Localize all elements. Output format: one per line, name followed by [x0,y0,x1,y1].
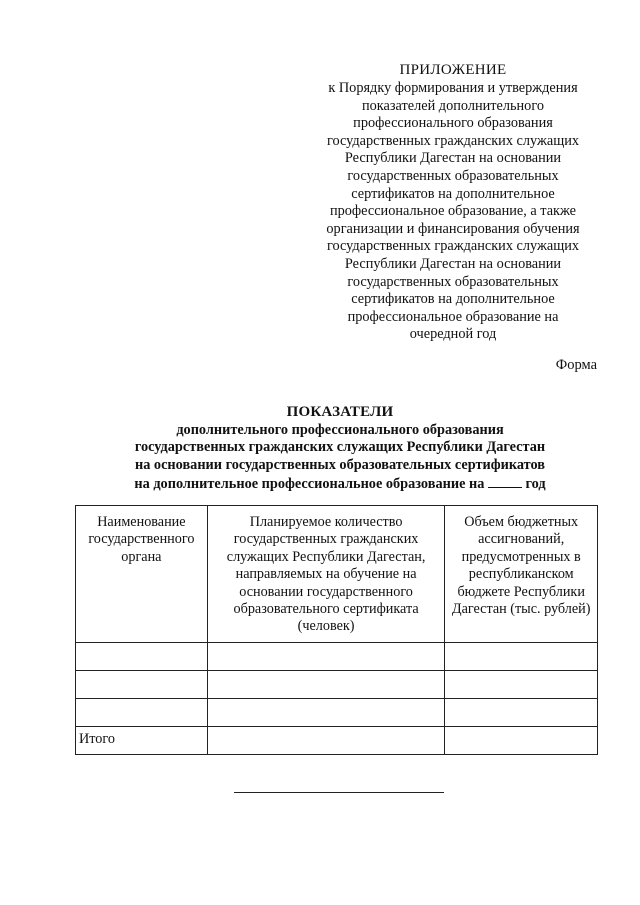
table-row [76,643,598,671]
title-last-suffix: год [525,475,546,492]
table-cell [445,671,598,699]
table-cell [76,671,208,699]
title-line: дополнительного профессионального образования [176,421,504,438]
title-last-line [40,475,640,494]
title-line: на основании государственных образовательных сертификатов [134,457,546,474]
appendix-line: сертификатов на дополнительное [351,185,555,202]
bottom-separator-line [234,792,444,793]
table-cell [207,699,445,727]
appendix-line: к Порядку формирования и утверждения [328,80,578,96]
total-label: Итого [76,727,208,755]
column-header-planned-count: Планируемое количество государственных гражданских служащих Республики Дагестан, направляемых на обучение на основании государственного образовательного сертификата (человек) [207,506,445,643]
table-header-row [76,506,598,643]
indicators-table [75,505,598,755]
appendix-line: сертификатов на дополнительное [351,291,555,308]
table-cell [76,643,208,671]
table-cell [445,699,598,727]
appendix-line: государственных гражданских служащих [326,238,580,255]
appendix-line: организации и финансирования обучения [326,220,580,237]
title-main: ПОКАЗАТЕЛИ [286,404,394,420]
table-cell [445,727,598,755]
table-cell [207,671,445,699]
table-cell [207,727,445,755]
title-last-prefix: на дополнительное профессиональное образование на [134,475,485,492]
column-header-agency: Наименование государственного органа [76,506,208,643]
appendix-line: Республики Дагестан на основании [344,255,562,272]
title-line: государственных гражданских служащих Республики Дагестан [134,439,546,456]
table-cell [76,699,208,727]
table-row-total [76,727,598,755]
document-title [40,404,640,494]
appendix-line: Республики Дагестан на основании [344,150,562,167]
table-cell [207,643,445,671]
appendix-line: государственных гражданских служащих [326,132,580,149]
appendix-line: профессиональное образование, а также [329,203,577,220]
column-header-budget: Объем бюджетных ассигнований, предусмотренных в республиканском бюджете Республики Дагестан (тыс. рублей) [445,506,598,643]
appendix-line: показателей дополнительного [362,97,544,114]
appendix-line: профессионального образования [353,115,553,132]
appendix-heading: ПРИЛОЖЕНИЕ [399,62,507,78]
table-cell [445,643,598,671]
appendix-line: государственных образовательных [347,273,559,290]
appendix-line: очередной год [409,326,497,343]
appendix-line: государственных образовательных [347,167,559,184]
year-blank [488,475,522,488]
table-row [76,699,598,727]
appendix-block [312,60,594,344]
form-label: Форма [555,357,597,373]
appendix-line: профессиональное образование на [347,308,559,325]
table-row [76,671,598,699]
